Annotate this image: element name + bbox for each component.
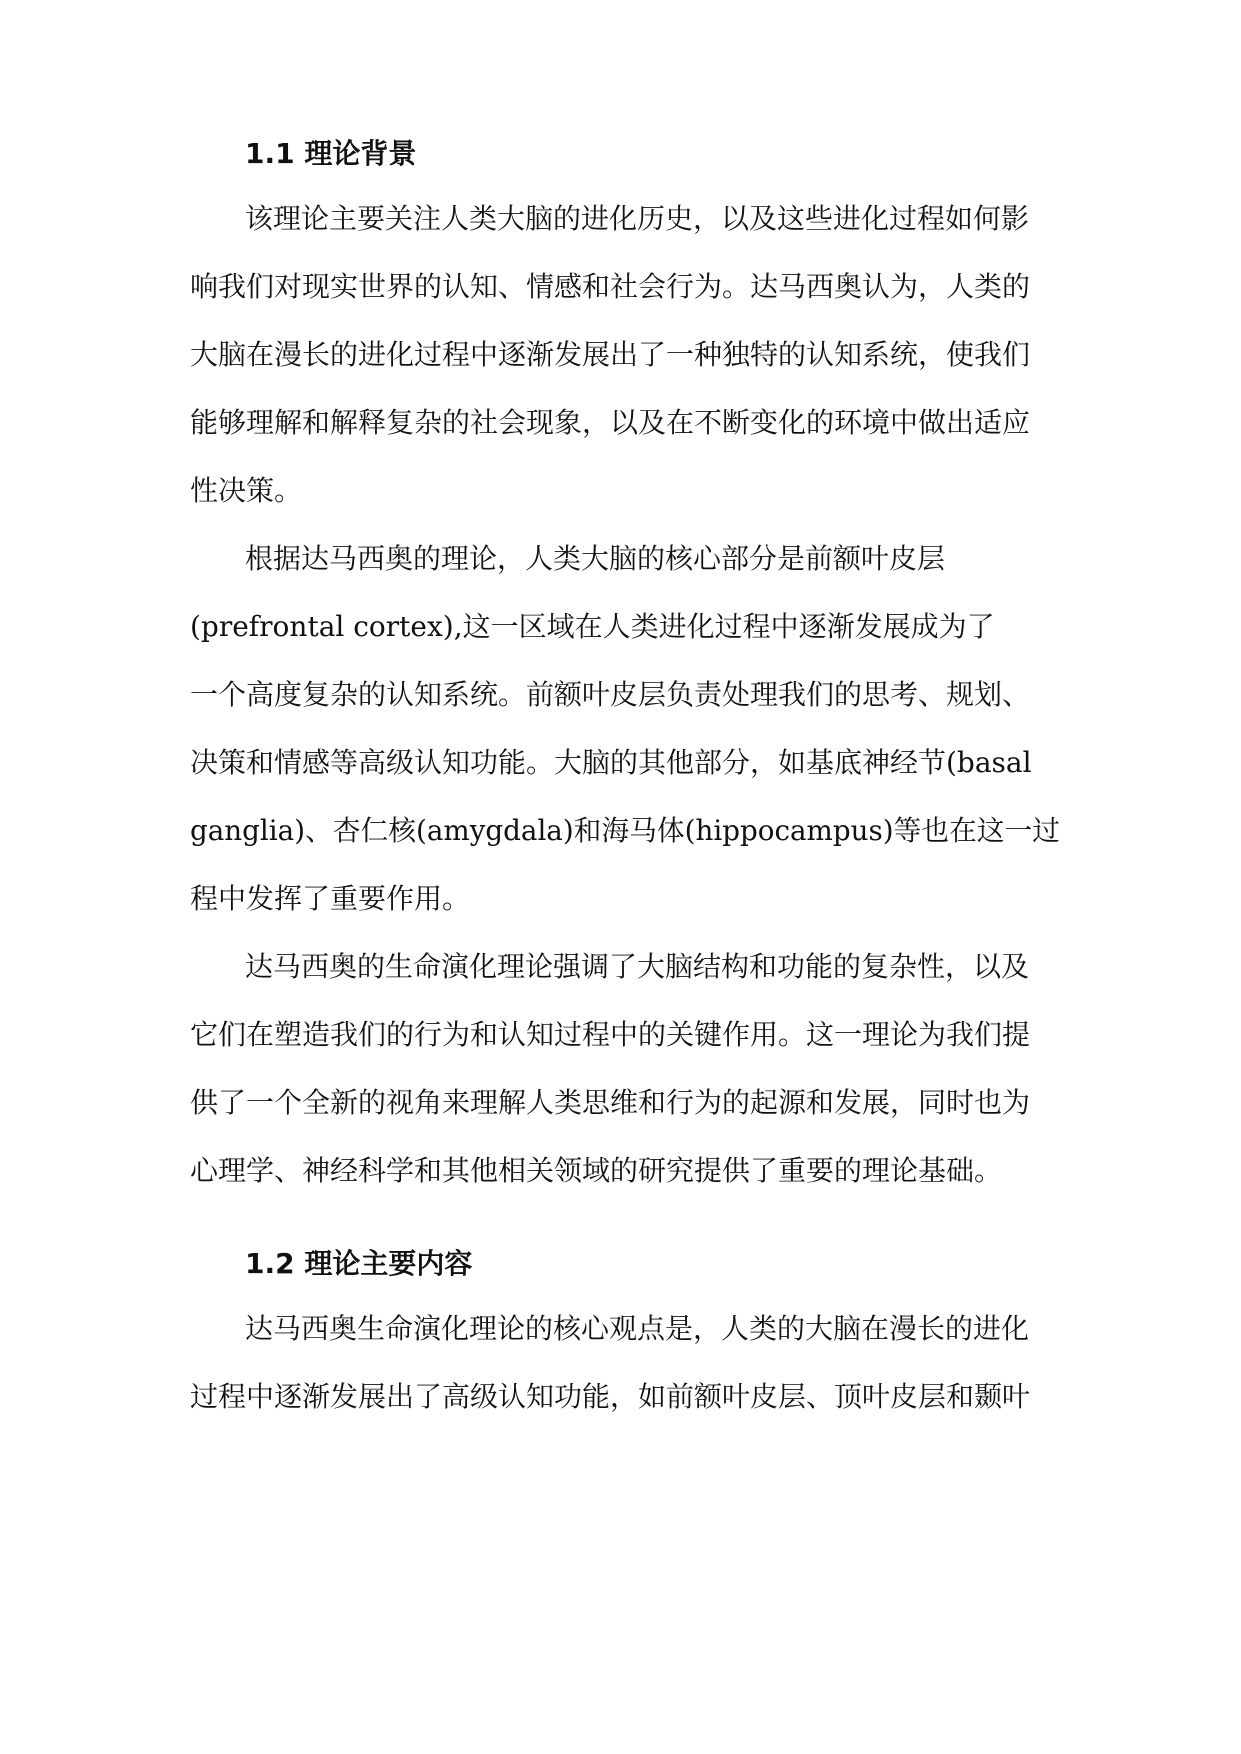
paragraph-line: 一个高度复杂的认知系统。前额叶皮层负责处理我们的思考、规划、: [190, 678, 1031, 711]
paragraph-line: 达马西奥的生命演化理论强调了大脑结构和功能的复杂性，以及: [245, 950, 1030, 983]
paragraph-line: 能够理解和解释复杂的社会现象，以及在不断变化的环境中做出适应: [190, 406, 1031, 439]
paragraph-line: (prefrontal cortex),这一区域在人类进化过程中逐渐发展成为了: [190, 610, 995, 643]
paragraph-line: 供了一个全新的视角来理解人类思维和行为的起源和发展，同时也为: [190, 1086, 1031, 1119]
section-heading-1-2: 1.2 理论主要内容: [245, 1247, 473, 1280]
paragraph-line: 根据达马西奥的理论，人类大脑的核心部分是前额叶皮层: [245, 542, 946, 575]
paragraph-line: 过程中逐渐发展出了高级认知功能，如前额叶皮层、顶叶皮层和颞叶: [190, 1380, 1031, 1413]
paragraph-line: 心理学、神经科学和其他相关领域的研究提供了重要的理论基础。: [190, 1154, 1003, 1187]
paragraph-line: 它们在塑造我们的行为和认知过程中的关键作用。这一理论为我们提: [190, 1018, 1031, 1051]
paragraph-line: ganglia)、杏仁核(amygdala)和海马体(hippocampus)等也在这一过: [190, 814, 1061, 847]
paragraph-line: 决策和情感等高级认知功能。大脑的其他部分，如基底神经节(basal: [190, 746, 1032, 779]
paragraph-line: 程中发挥了重要作用。: [190, 882, 471, 915]
paragraph-line: 性决策。: [190, 474, 303, 507]
paragraph-line: 响我们对现实世界的认知、情感和社会行为。达马西奥认为，人类的: [190, 270, 1031, 303]
paragraph-line: 达马西奥生命演化理论的核心观点是，人类的大脑在漫长的进化: [245, 1312, 1030, 1345]
paragraph-line: 大脑在漫长的进化过程中逐渐发展出了一种独特的认知系统，使我们: [190, 338, 1031, 371]
paragraph-line: 该理论主要关注人类大脑的进化历史，以及这些进化过程如何影: [245, 202, 1030, 235]
section-heading-1-1: 1.1 理论背景: [245, 137, 417, 170]
